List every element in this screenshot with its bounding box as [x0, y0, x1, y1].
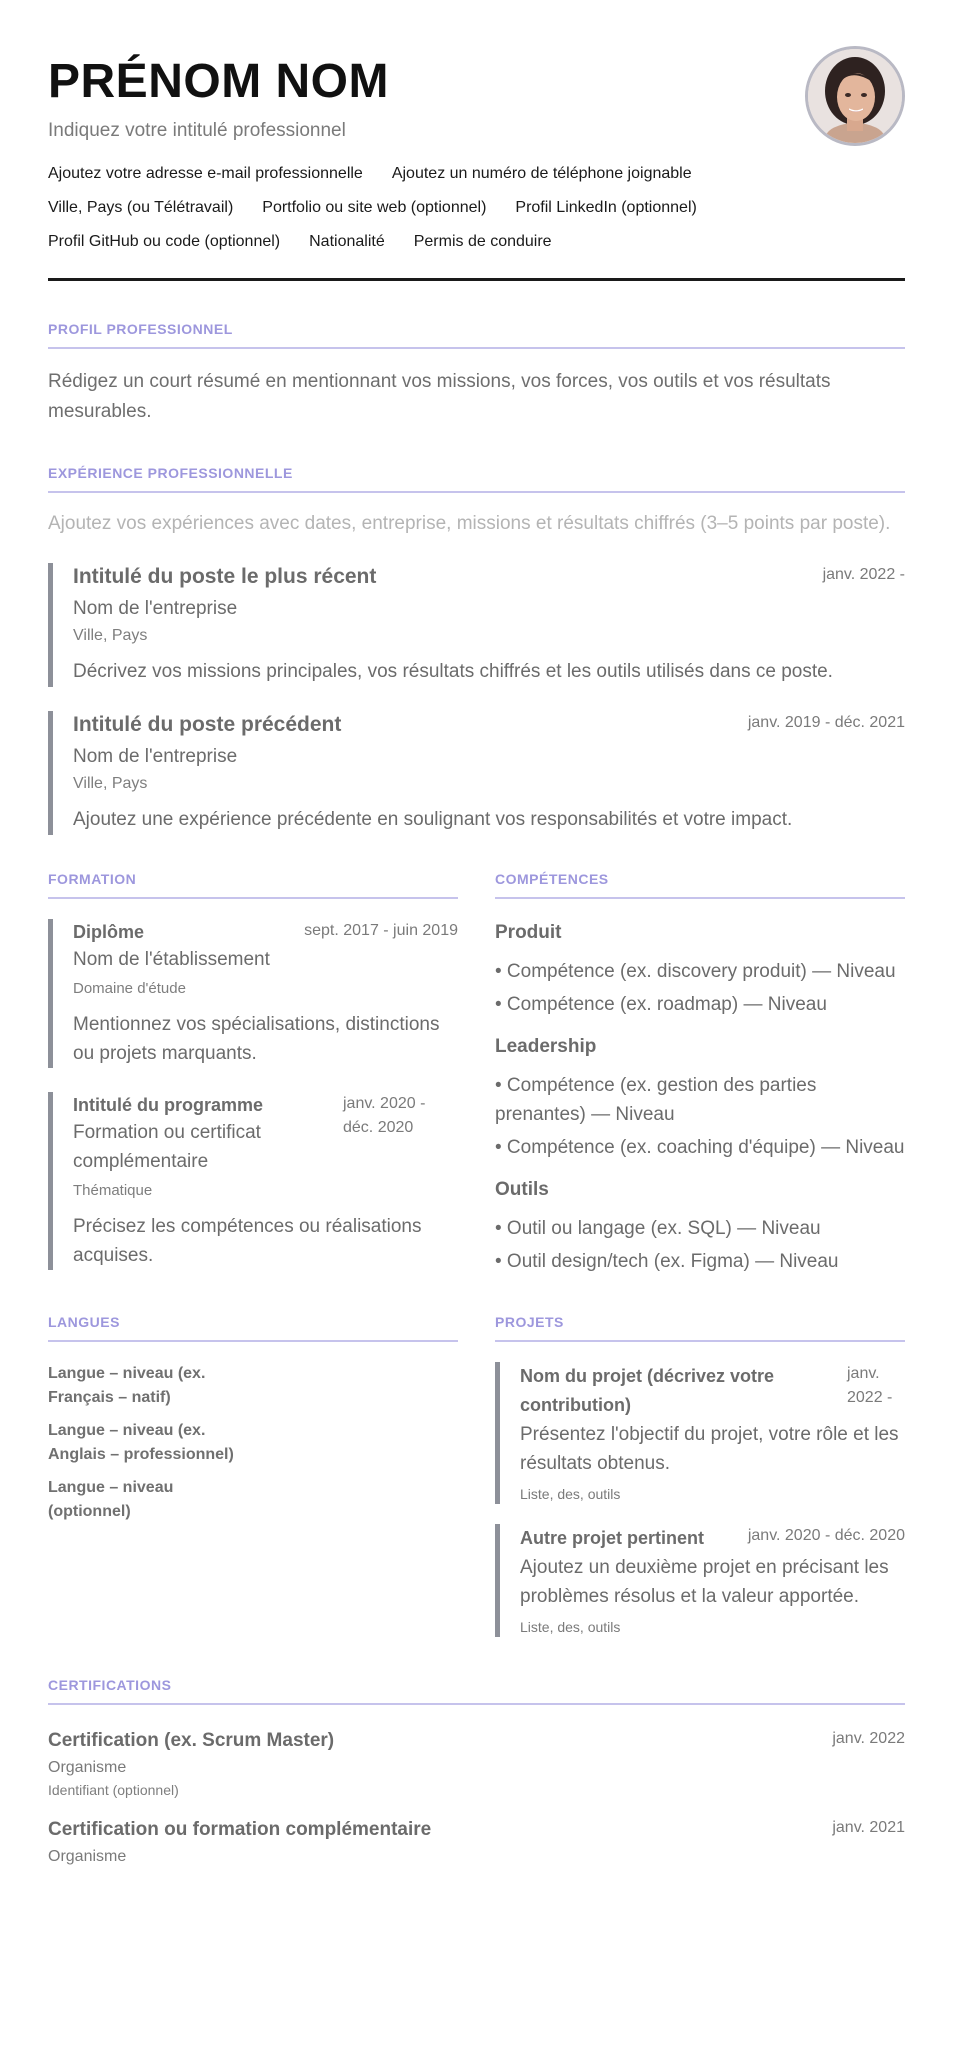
certification-organism: Organisme — [48, 1759, 127, 1776]
language-item: Langue – niveau (ex. Français – natif) — [48, 1365, 206, 1406]
skill-item: • Compétence (ex. gestion des parties prenantes) — Niveau — [495, 1075, 817, 1125]
education-description: Précisez les compétences ou réalisations acquises. — [73, 1216, 422, 1266]
language-list — [48, 1362, 458, 1533]
contact-list — [48, 162, 828, 254]
education-entry — [48, 919, 458, 1068]
experience-entry — [48, 711, 905, 835]
experience-section — [48, 465, 905, 835]
experience-title: Intitulé du poste le plus récent — [73, 565, 377, 588]
skills-heading: COMPÉTENCES — [495, 871, 905, 899]
education-heading: FORMATION — [48, 871, 458, 899]
education-field: Thématique — [73, 1182, 153, 1199]
profile-summary: Rédigez un court résumé en mentionnant vos missions, vos forces, vos outils et vos résultats mesurables. — [48, 371, 831, 422]
project-entry — [495, 1524, 905, 1637]
education-title: Intitulé du programme — [73, 1095, 264, 1115]
project-description: Présentez l'objectif du projet, votre rôle et les résultats obtenus. — [520, 1424, 899, 1474]
contact-portfolio[interactable]: Portfolio ou site web (optionnel) — [262, 199, 487, 216]
education-skills-row — [48, 871, 905, 1276]
certifications-section — [48, 1677, 905, 1869]
skill-group-name: Leadership — [495, 1036, 597, 1057]
languages-section — [48, 1314, 458, 1637]
contact-linkedin[interactable]: Profil LinkedIn (optionnel) — [515, 199, 697, 216]
experience-location: Ville, Pays — [73, 627, 148, 644]
experience-description: Ajoutez une expérience précédente en soulignant vos responsabilités et votre impact. — [73, 809, 793, 830]
certification-organism: Organisme — [48, 1848, 127, 1865]
certification-entry — [48, 1727, 905, 1800]
experience-hint: Ajoutez vos expériences avec dates, entreprise, missions et résultats chiffrés (3–5 points par poste). — [48, 513, 891, 534]
experience-heading: EXPÉRIENCE PROFESSIONNELLE — [48, 465, 905, 493]
languages-projects-row — [48, 1314, 905, 1637]
skill-group-name: Produit — [495, 922, 562, 943]
skill-group — [495, 1176, 905, 1276]
certifications-heading: CERTIFICATIONS — [48, 1677, 905, 1705]
certification-title: Certification ou formation complémentaire — [48, 1819, 432, 1840]
project-description: Ajoutez un deuxième projet en précisant les problèmes résolus et la valeur apportée. — [520, 1557, 889, 1607]
resume-header — [48, 0, 905, 281]
candidate-name: PRÉNOM NOM — [48, 55, 389, 108]
project-date: janv. 2020 - déc. 2020 — [747, 1527, 905, 1544]
experience-description: Décrivez vos missions principales, vos résultats chiffrés et les outils utilisés dans ce poste. — [73, 661, 833, 682]
contact-nationality: Nationalité — [309, 233, 385, 250]
certification-date: janv. 2022 — [832, 1730, 905, 1747]
education-entry — [48, 1092, 458, 1270]
projects-section — [495, 1314, 905, 1637]
project-tools: Liste, des, outils — [520, 1619, 621, 1635]
education-school: Formation ou certificat complémentaire — [73, 1122, 261, 1172]
project-date: janv. 2022 - — [847, 1365, 893, 1406]
skill-group-name: Outils — [495, 1179, 549, 1200]
experience-date: janv. 2022 - — [822, 566, 905, 583]
skill-group — [495, 919, 905, 1019]
languages-heading: LANGUES — [48, 1314, 458, 1342]
education-title: Diplôme — [73, 922, 145, 942]
experience-company: Nom de l'entreprise — [73, 746, 238, 767]
certification-date: janv. 2021 — [832, 1819, 905, 1836]
experience-title: Intitulé du poste précédent — [73, 713, 342, 736]
profile-heading: PROFIL PROFESSIONNEL — [48, 321, 905, 349]
contact-email[interactable]: Ajoutez votre adresse e-mail professionnelle — [48, 165, 363, 182]
header-divider — [48, 278, 905, 281]
certification-title: Certification (ex. Scrum Master) — [48, 1730, 335, 1751]
project-title: Nom du projet (décrivez votre contribution) — [520, 1366, 775, 1415]
skill-item: • Compétence (ex. discovery produit) — Niveau — [495, 961, 896, 982]
portrait-illustration — [808, 49, 902, 143]
experience-entry — [48, 563, 905, 687]
education-section — [48, 871, 458, 1276]
language-item: Langue – niveau (ex. Anglais – professionnel) — [48, 1422, 234, 1463]
education-field: Domaine d'étude — [73, 980, 186, 997]
contact-github[interactable]: Profil GitHub ou code (optionnel) — [48, 233, 281, 250]
contact-driving-license: Permis de conduire — [413, 233, 552, 250]
certification-id: Identifiant (optionnel) — [48, 1782, 179, 1798]
skill-item: • Outil ou langage (ex. SQL) — Niveau — [495, 1218, 821, 1239]
experience-date: janv. 2019 - déc. 2021 — [747, 714, 905, 731]
projects-heading: PROJETS — [495, 1314, 905, 1342]
education-school: Nom de l'établissement — [73, 949, 270, 970]
job-title: Indiquez votre intitulé professionnel — [48, 120, 346, 141]
education-description: Mentionnez vos spécialisations, distinctions ou projets marquants. — [73, 1014, 440, 1064]
profile-section — [48, 321, 905, 427]
education-date: sept. 2017 - juin 2019 — [304, 922, 458, 939]
skill-item: • Compétence (ex. coaching d'équipe) — Niveau — [495, 1137, 905, 1158]
skill-item: • Outil design/tech (ex. Figma) — Niveau — [495, 1251, 839, 1272]
project-tools: Liste, des, outils — [520, 1486, 621, 1502]
education-date: janv. 2020 - déc. 2020 — [343, 1095, 426, 1136]
skill-item: • Compétence (ex. roadmap) — Niveau — [495, 994, 827, 1015]
skills-section — [495, 871, 905, 1276]
project-entry — [495, 1362, 905, 1504]
skill-group — [495, 1033, 905, 1162]
certification-entry — [48, 1816, 905, 1869]
language-item: Langue – niveau (optionnel) — [48, 1479, 174, 1520]
experience-company: Nom de l'entreprise — [73, 598, 238, 619]
contact-location: Ville, Pays (ou Télétravail) — [48, 199, 234, 216]
project-title: Autre projet pertinent — [520, 1528, 705, 1548]
profile-photo — [805, 46, 905, 146]
experience-location: Ville, Pays — [73, 775, 148, 792]
contact-phone[interactable]: Ajoutez un numéro de téléphone joignable — [391, 165, 692, 182]
